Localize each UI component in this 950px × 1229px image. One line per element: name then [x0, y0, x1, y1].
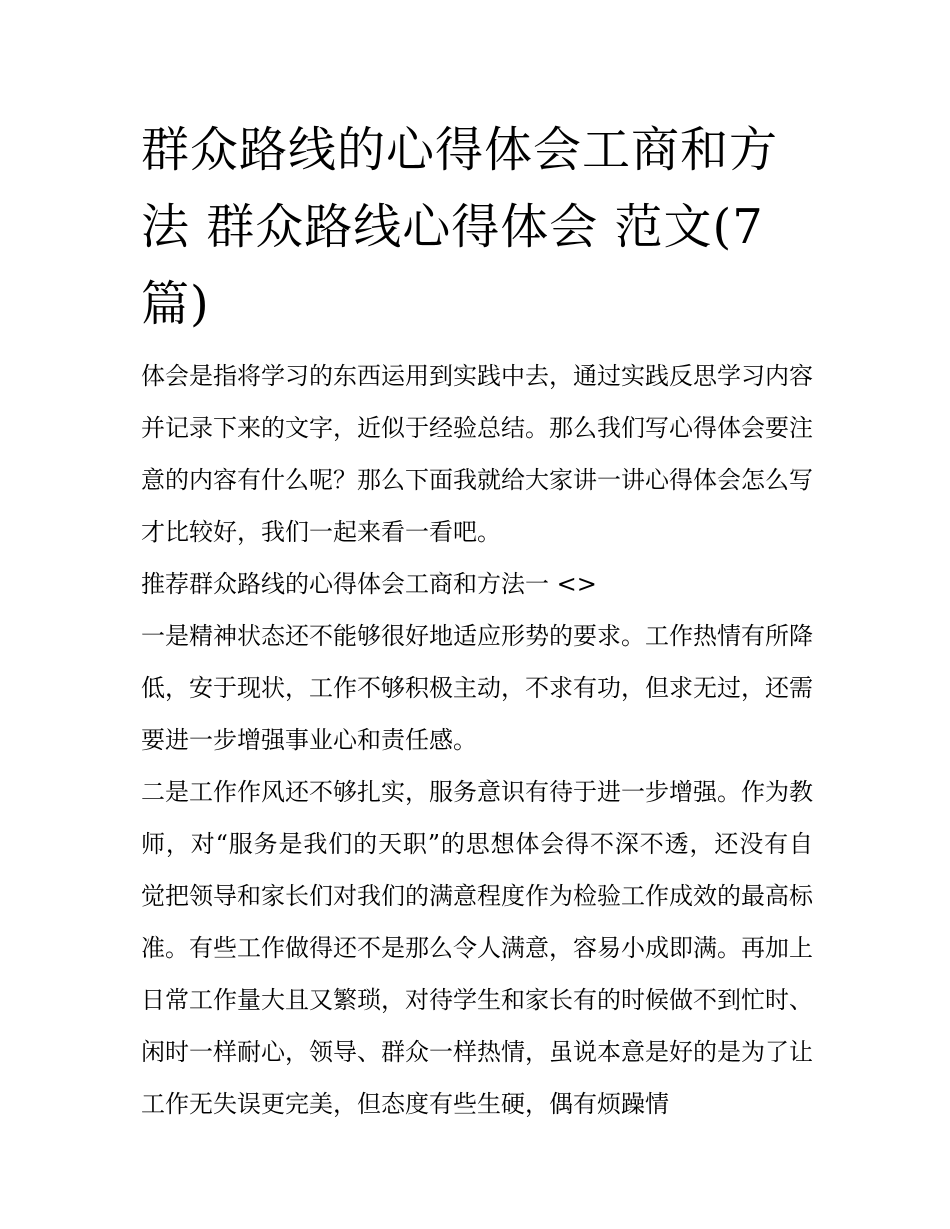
- document-body: [141, 350, 813, 1130]
- paragraph-intro: 体会是指将学习的东西运用到实践中去，通过实践反思学习内容并记录下来的文字，近似于经验总结。那么我们写心得体会要注意的内容有什么呢？那么下面我就给大家讲一讲心得体会怎么写才比较好，我们一起来看一看吧。: [141, 362, 813, 546]
- paragraph-subheading: 推荐群众路线的心得体会工商和方法一 <>: [141, 570, 597, 598]
- paragraph-point-one: 一是精神状态还不能够很好地适应形势的要求。工作热情有所降低，安于现状，工作不够积极主动，不求有功，但求无过，还需要进一步增强事业心和责任感。: [141, 622, 813, 754]
- paragraph-point-two: 二是工作作风还不够扎实，服务意识有待于进一步增强。作为教师，对“服务是我们的天职”的思想体会得不深不透，还没有自觉把领导和家长们对我们的满意程度作为检验工作成效的最高标准。有些工作做得还不是那么令人满意，容易小成即满。再加上日常工作量大且又繁琐，对待学生和家长有的时候做不到忙时、闲时一样耐心，领导、群众一样热情，虽说本意是好的是为了让工作无失误更完美，但态度有些生硬，偶有烦躁情: [141, 778, 813, 1118]
- document-title: 群众路线的心得体会工商和方法 群众路线心得体会 范文(7篇): [141, 122, 779, 332]
